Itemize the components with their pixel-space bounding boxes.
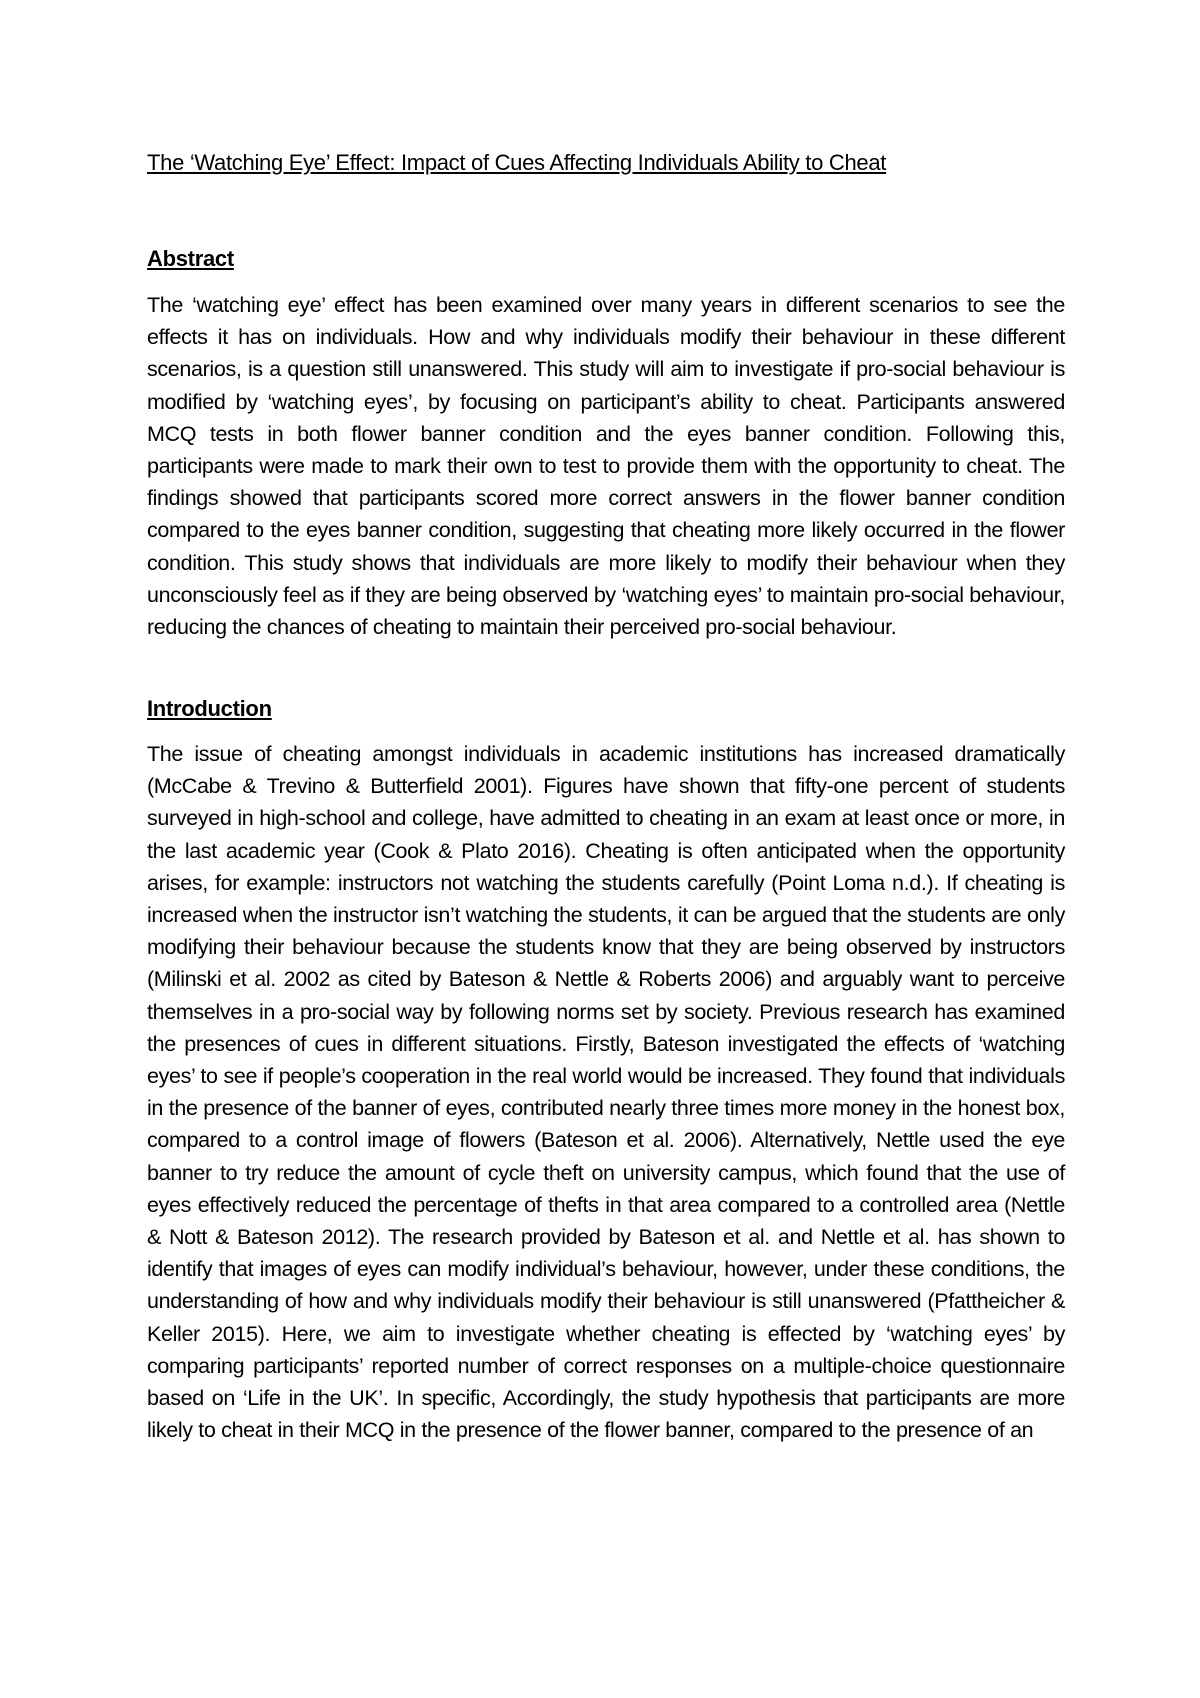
document-title: The ‘Watching Eye’ Effect: Impact of Cues Affecting Individuals Ability to Cheat (147, 150, 887, 175)
abstract-heading: Abstract (147, 246, 234, 271)
introduction-paragraph: The issue of cheating amongst individuals in academic institutions has increased dramatically (McCabe & Trevino & Butterfield 2001). Figures have shown that fifty-one percent of students surveyed in high-school and college, have admitted to cheating in an exam at least once or more, in the last academic year (Cook & Plato 2016). Cheating is often anticipated when the opportunity arises, for example: instructors not watching the students carefully (Point Loma n.d.). If cheating is increased when the instructor isn’t watching the students, it can be argued that the students are only modifying their behaviour because the students know that they are being observed by instructors (Milinski et al. 2002 as cited by Bateson & Nettle & Roberts 2006) and arguably want to perceive themselves in a pro-social way by following norms set by society. Previous research has examined the presences of cues in different situations. Firstly, Bateson investigated the effects of ‘watching eyes’ to see if people’s cooperation in the real world would be increased. They found that individuals in the presence of the banner of eyes, contributed nearly three times more money in the honest box, compared to a control image of flowers (Bateson et al. 2006). Alternatively, Nettle used the eye banner to try reduce the amount of cycle theft on university campus, which found that the use of eyes effectively reduced the percentage of thefts in that area compared to a controlled area (Nettle & Nott & Bateson 2012). The research provided by Bateson et al. and Nettle et al. has shown to identify that images of eyes can modify individual’s behaviour, however, under these conditions, the understanding of how and why individuals modify their behaviour is still unanswered (Pfattheicher & Keller 2015). Here, we aim to investigate whether cheating is effected by ‘watching eyes’ by comparing participants’ reported number of correct responses on a multiple-choice questionnaire based on ‘Life in the UK’. In specific, Accordingly, the study hypothesis that participants are more likely to cheat in their MCQ in the presence of the flower banner, compared to the presence of an (147, 742, 1065, 1443)
introduction-heading: Introduction (147, 696, 272, 721)
abstract-paragraph: The ‘watching eye’ effect has been examined over many years in different scenarios to see the effects it has on individuals. How and why individuals modify their behaviour in these different scenarios, is a question still unanswered. This study will aim to investigate if pro-social behaviour is modified by ‘watching eyes’, by focusing on participant’s ability to cheat. Participants answered MCQ tests in both flower banner condition and the eyes banner condition. Following this, participants were made to mark their own to test to provide them with the opportunity to cheat. The findings showed that participants scored more correct answers in the flower banner condition compared to the eyes banner condition, suggesting that cheating more likely occurred in the flower condition. This study shows that individuals are more likely to modify their behaviour when they unconsciously feel as if they are being observed by ‘watching eyes’ to maintain pro-social behaviour, reducing the chances of cheating to maintain their perceived pro-social behaviour. (147, 293, 1065, 640)
